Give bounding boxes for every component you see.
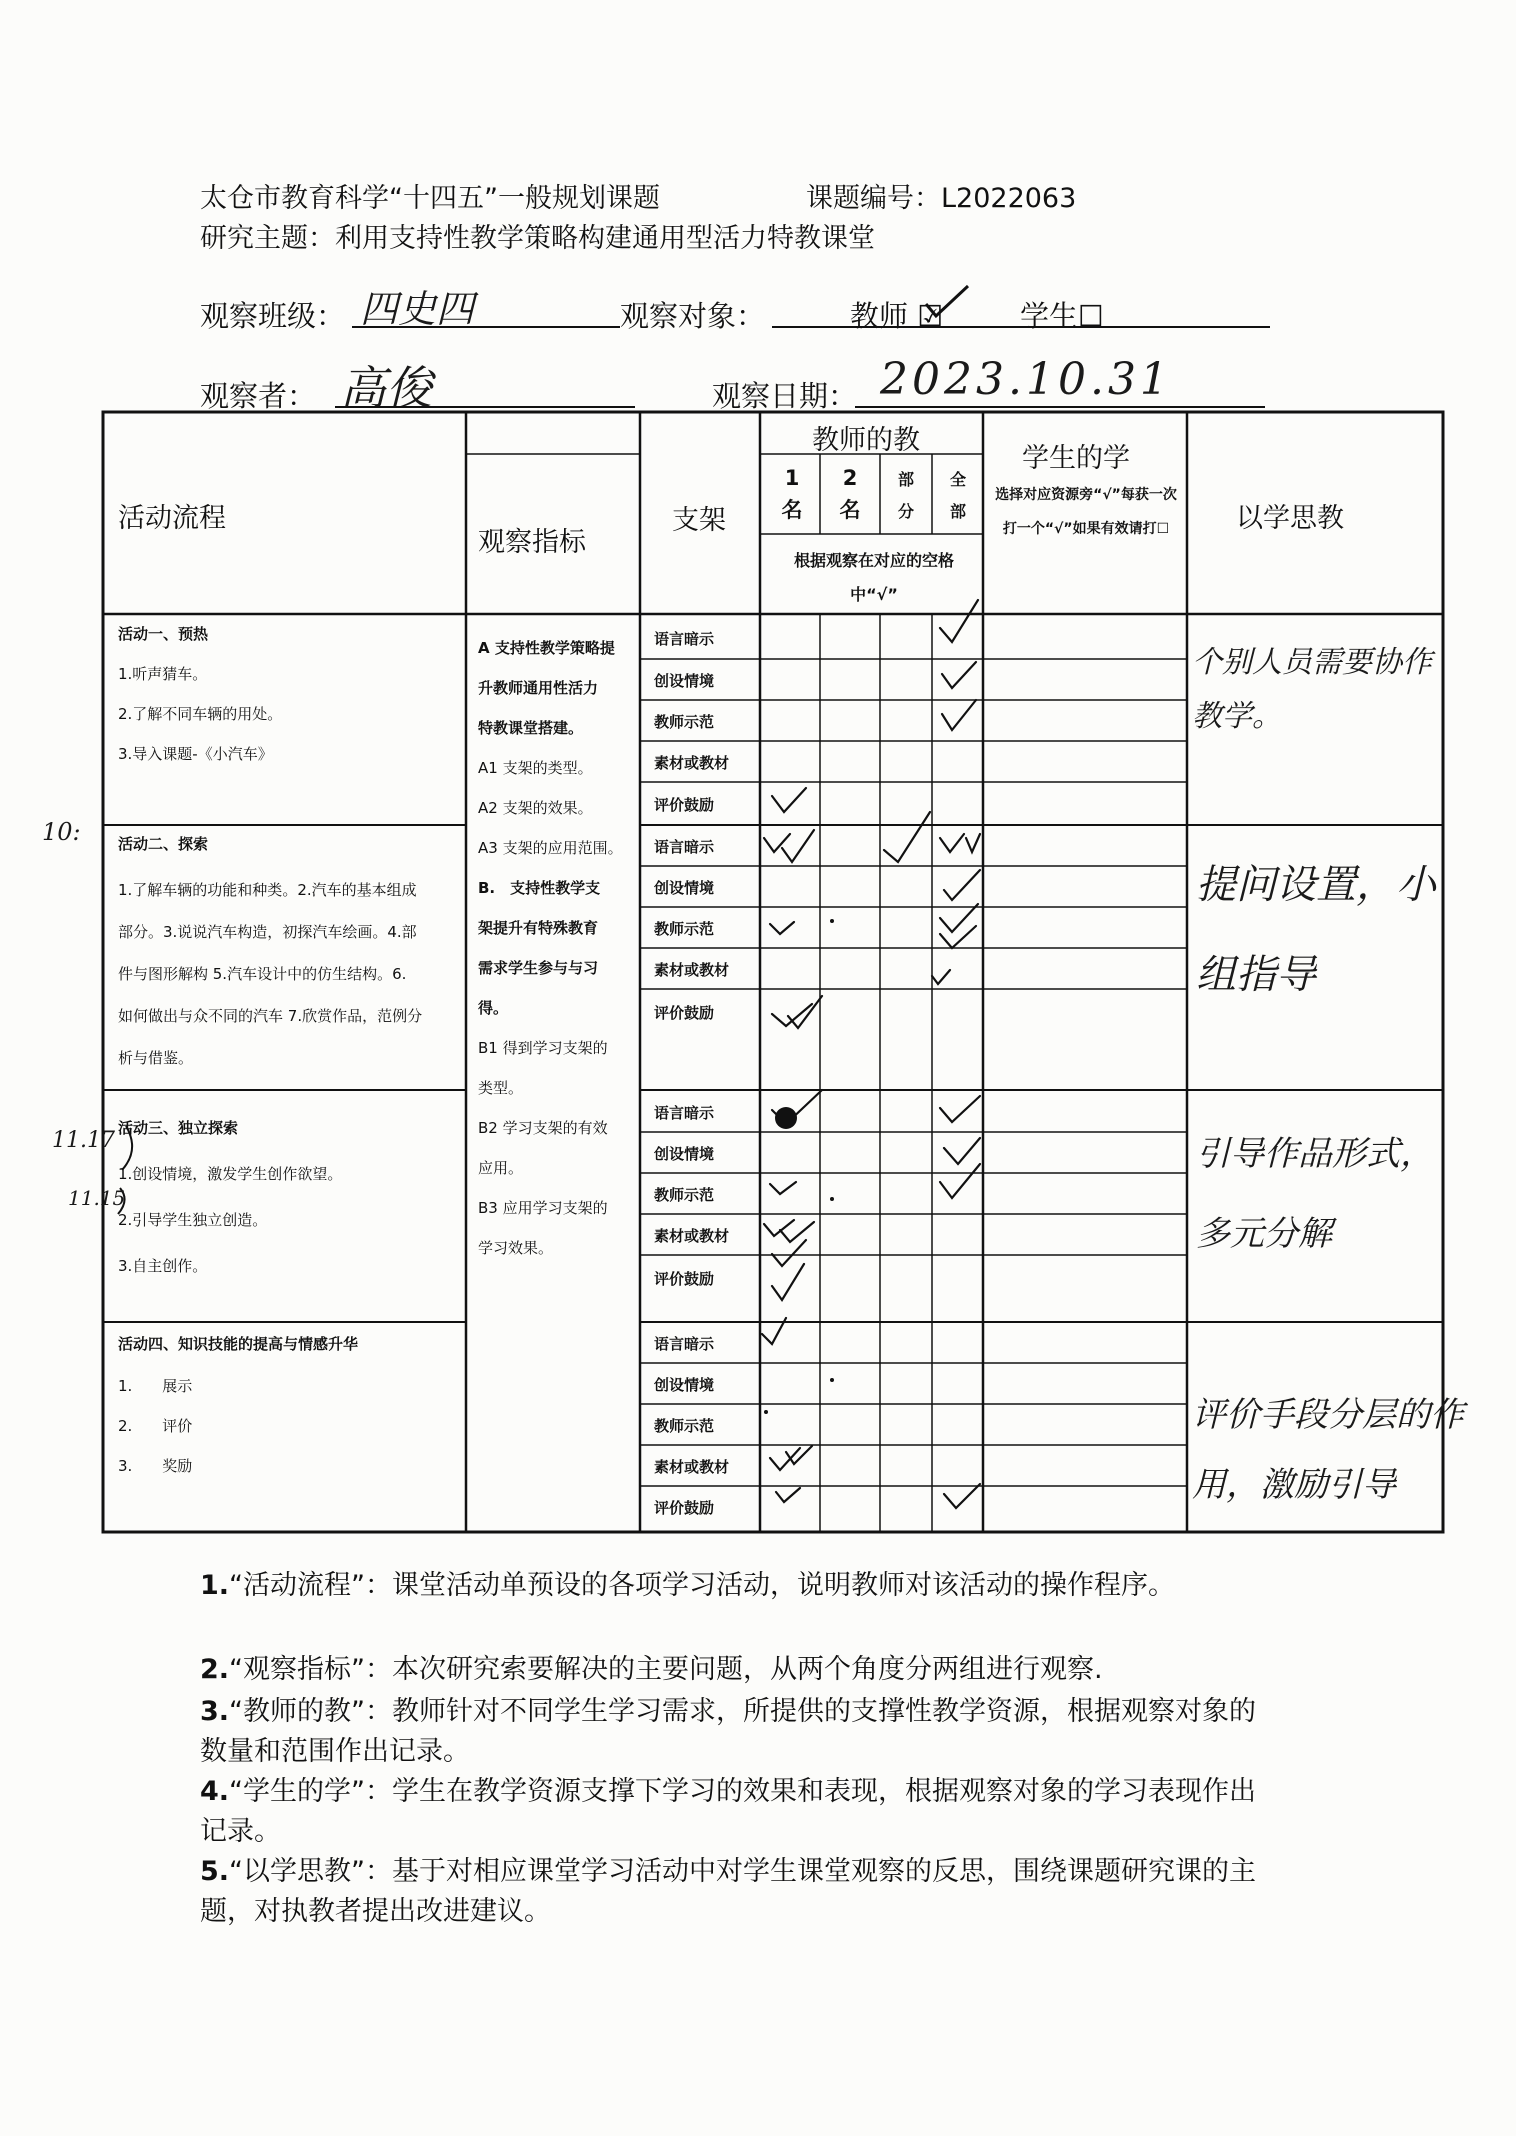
indicator-line: A 支持性教学策略提: [478, 639, 615, 657]
header-teacher: 教师的教: [812, 425, 920, 456]
activity-item: 部分。3.说说汽车构造，初探汽车绘画。4.部: [118, 923, 417, 941]
activity-item: 2. 评价: [118, 1417, 193, 1435]
activity-item: 件与图形解构 5.汽车设计中的仿生结构。6.: [118, 965, 407, 983]
teacher-sub-2: 2 名: [839, 466, 861, 522]
indicator-line: 类型。: [478, 1079, 524, 1097]
note-number: 3.: [200, 1696, 230, 1727]
support-label: 语言暗示: [654, 838, 715, 856]
reflection-4: 评价手段分层的作用，激励引导: [1192, 1395, 1464, 1505]
indicator-line: 应用。: [478, 1159, 524, 1177]
student-note: 选择对应资源旁“√”每获一次打一个“√”如果有效请打☐: [995, 487, 1177, 537]
support-label: 语言暗示: [654, 1104, 715, 1122]
reflection-1: 个别人员需要协作教学。: [1192, 645, 1432, 734]
note-number: 1.: [200, 1570, 230, 1601]
activity-title: 活动一、预热: [118, 625, 209, 643]
note-1: [200, 1566, 1280, 1606]
note-number: 2.: [200, 1654, 230, 1685]
indicator-line: A2 支架的效果。: [478, 799, 593, 817]
support-label: 教师示范: [654, 920, 715, 938]
header-indicator: 观察指标: [478, 527, 586, 558]
target-label: 观察对象：: [620, 299, 766, 333]
indicator-line: A3 支架的应用范围。: [478, 839, 623, 857]
note-number: 5.: [200, 1856, 230, 1887]
reflection-2: 提问设置，小组指导: [1196, 862, 1436, 998]
indicator-line: 得。: [478, 999, 509, 1017]
activity-item: 3. 奖励: [118, 1457, 193, 1475]
note-5: [200, 1852, 1280, 1932]
activity-item: 1.了解车辆的功能和种类。2.汽车的基本组成: [118, 881, 417, 899]
indicator-line: B. 支持性教学支: [478, 879, 601, 897]
note-text: “以学思教”：基于对相应课堂学习活动中对学生课堂观察的反思，围绕课题研究课的主题，对执教者提出改进建议。: [200, 1856, 1257, 1927]
indicator-line: 学习效果。: [478, 1239, 554, 1257]
activity-title: 活动四、知识技能的提高与情感升华: [118, 1335, 359, 1353]
observer-value: 高俊: [340, 361, 432, 415]
note-4: [200, 1772, 1280, 1852]
note-text: “教师的教”：教师针对不同学生学习需求，所提供的支撑性教学资源，根据观察对象的数量和范围作出记录。: [200, 1696, 1257, 1767]
support-label: 素材或教材: [654, 754, 730, 772]
indicator-line: 特教课堂搭建。: [478, 719, 584, 737]
research-theme: 研究主题：利用支持性教学策略构建通用型活力特教课堂: [200, 223, 875, 254]
teacher-sub-3: 部 分: [897, 470, 914, 521]
support-label: 评价鼓励: [654, 1270, 715, 1288]
teacher-note: 根据观察在对应的空格中“√”: [793, 551, 954, 604]
indicator-line: B2 学习支架的有效: [478, 1119, 608, 1137]
note-2: [200, 1650, 1280, 1690]
activity-item: 2.引导学生独立创造。: [118, 1211, 268, 1229]
support-label: 创设情境: [654, 879, 715, 897]
class-value: 四史四: [360, 287, 475, 331]
indicator-line: 需求学生参与与习: [478, 959, 599, 977]
target-student: 学生☐: [1020, 299, 1104, 333]
activity-title: 活动三、独立探索: [118, 1119, 239, 1137]
header-reflect: 以学思教: [1236, 503, 1344, 534]
margin-note: 10:: [42, 818, 81, 846]
support-label: 教师示范: [654, 1186, 715, 1204]
activity-4: [118, 1334, 463, 1476]
note-text: “学生的学”：学生在教学资源支撑下学习的效果和表现，根据观察对象的学习表现作出记录。: [200, 1776, 1257, 1847]
activity-item: 析与借鉴。: [118, 1049, 194, 1067]
margin-note: 11.15: [68, 1186, 126, 1210]
support-label: 素材或教材: [654, 1227, 730, 1245]
support-label: 语言暗示: [654, 630, 715, 648]
note-text: “观察指标”：本次研究索要解决的主要问题，从两个角度分两组进行观察.: [229, 1654, 1103, 1685]
note-3: [200, 1692, 1280, 1772]
date-label: 观察日期：: [712, 379, 858, 413]
reflection-3: 引导作品形式，多元分解: [1196, 1134, 1434, 1254]
header-activity: 活动流程: [118, 503, 226, 534]
activity-item: 1.听声猜车。: [118, 665, 208, 683]
note-number: 4.: [200, 1776, 230, 1807]
activity-item: 3.自主创作。: [118, 1257, 208, 1275]
teacher-sub-4: 全 部: [949, 470, 966, 521]
indicator-line: A1 支架的类型。: [478, 759, 593, 777]
note-text: “活动流程”：课堂活动单预设的各项学习活动，说明教师对该活动的操作程序。: [229, 1570, 1176, 1601]
indicator-line: B3 应用学习支架的: [478, 1199, 608, 1217]
indicator-line: B1 得到学习支架的: [478, 1039, 608, 1057]
date-value: 2023.10.31: [880, 354, 1172, 405]
teacher-sub-1: 1 名: [781, 466, 803, 522]
target-teacher: 教师 ☑: [850, 299, 944, 333]
header-support: 支架: [672, 505, 726, 536]
support-label: 评价鼓励: [654, 1004, 715, 1022]
margin-note: 11.17: [52, 1128, 115, 1153]
activity-item: 1. 展示: [118, 1377, 193, 1395]
header-student: 学生的学: [1022, 443, 1130, 474]
support-label: 创设情境: [654, 1145, 715, 1163]
project-title: 太仓市教育科学“十四五”一般规划课题: [200, 183, 660, 214]
support-label: 评价鼓励: [654, 796, 715, 814]
observer-label: 观察者：: [200, 379, 317, 413]
activity-1: [118, 624, 458, 764]
indicator-list: [478, 628, 638, 1268]
support-label: 素材或教材: [654, 961, 730, 979]
activity-item: 2.了解不同车辆的用处。: [118, 705, 283, 723]
support-label: 教师示范: [654, 713, 715, 731]
support-label: 创设情境: [654, 672, 715, 690]
activity-item: 1.创设情境，激发学生创作欲望。: [118, 1165, 343, 1183]
activity-item: 如何做出与众不同的汽车 7.欣赏作品，范例分: [118, 1007, 423, 1025]
support-label: 评价鼓励: [654, 1499, 715, 1517]
activity-3: [118, 1118, 458, 1276]
support-label: 创设情境: [654, 1376, 715, 1394]
activity-item: 3.导入课题-《小汽车》: [118, 745, 273, 763]
support-label: 教师示范: [654, 1417, 715, 1435]
activity-title: 活动二、探索: [118, 835, 209, 853]
support-label: 语言暗示: [654, 1335, 715, 1353]
indicator-line: 升教师通用性活力: [478, 679, 599, 697]
support-label: 素材或教材: [654, 1458, 730, 1476]
indicator-line: 架提升有特殊教育: [478, 919, 599, 937]
class-label: 观察班级：: [200, 299, 346, 333]
project-number: 课题编号：L2022063: [806, 183, 1077, 214]
activity-2: [118, 834, 463, 1068]
